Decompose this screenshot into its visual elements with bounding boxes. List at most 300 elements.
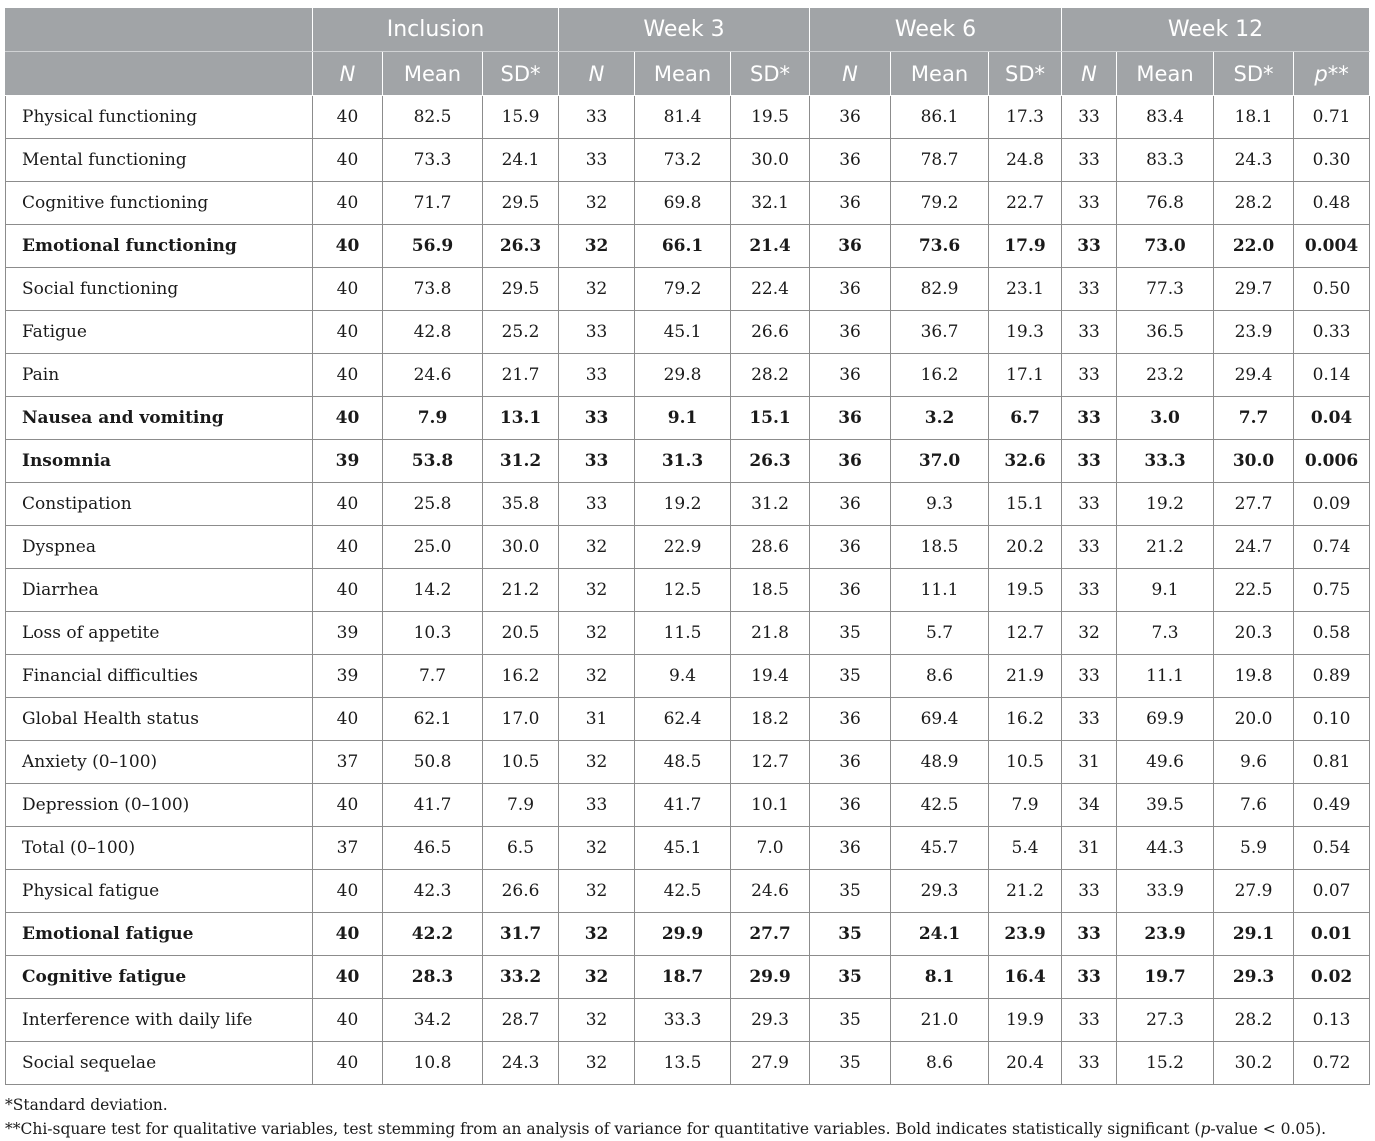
- table-cell: 48.5: [635, 741, 731, 784]
- table-cell: 24.7: [1214, 526, 1294, 569]
- table-cell: 0.30: [1294, 139, 1370, 182]
- table-cell: 19.7: [1117, 956, 1214, 999]
- table-cell: 33: [559, 483, 635, 526]
- table-cell: 48.9: [891, 741, 989, 784]
- table-cell: 0.54: [1294, 827, 1370, 870]
- table-cell: 79.2: [891, 182, 989, 225]
- table-cell: 33: [1062, 913, 1117, 956]
- table-cell: 21.0: [891, 999, 989, 1042]
- table-cell: 0.09: [1294, 483, 1370, 526]
- table-cell: 32: [559, 1042, 635, 1085]
- table-cell: 50.8: [383, 741, 483, 784]
- table-cell: 33: [559, 96, 635, 139]
- table-cell: 27.7: [731, 913, 810, 956]
- table-cell: 28.2: [1214, 182, 1294, 225]
- table-cell: 79.2: [635, 268, 731, 311]
- col-header-mean: Mean: [891, 52, 989, 96]
- table-cell: 36: [810, 827, 891, 870]
- table-cell: 5.4: [989, 827, 1062, 870]
- table-cell: 24.3: [1214, 139, 1294, 182]
- table-cell: 0.72: [1294, 1042, 1370, 1085]
- table-cell: 29.9: [731, 956, 810, 999]
- table-cell: 16.2: [891, 354, 989, 397]
- table-cell: 36: [810, 526, 891, 569]
- table-cell: 33: [559, 397, 635, 440]
- table-cell: 36: [810, 354, 891, 397]
- table-row: [6, 311, 1370, 354]
- table-cell: 9.3: [891, 483, 989, 526]
- row-label: Global Health status: [6, 698, 313, 741]
- group-header-week-6: Week 6: [810, 8, 1062, 52]
- table-cell: 32: [559, 569, 635, 612]
- table-cell: 7.9: [483, 784, 559, 827]
- col-header-mean: Mean: [1117, 52, 1214, 96]
- table-cell: 66.1: [635, 225, 731, 268]
- table-cell: 35.8: [483, 483, 559, 526]
- table-cell: 31: [559, 698, 635, 741]
- table-cell: 32: [559, 268, 635, 311]
- table-cell: 19.5: [731, 96, 810, 139]
- col-header-n: N: [313, 52, 383, 96]
- table-cell: 0.74: [1294, 526, 1370, 569]
- table-cell: 12.7: [731, 741, 810, 784]
- table-cell: 33: [559, 311, 635, 354]
- table-cell: 33: [1062, 225, 1117, 268]
- table-cell: 30.0: [483, 526, 559, 569]
- table-cell: 40: [313, 526, 383, 569]
- table-cell: 40: [313, 784, 383, 827]
- table-cell: 0.75: [1294, 569, 1370, 612]
- table-cell: 5.9: [1214, 827, 1294, 870]
- table-cell: 33: [1062, 397, 1117, 440]
- table-cell: 0.006: [1294, 440, 1370, 483]
- table-cell: 33: [559, 354, 635, 397]
- table-cell: 19.2: [635, 483, 731, 526]
- table-cell: 39: [313, 655, 383, 698]
- table-cell: 36.7: [891, 311, 989, 354]
- row-label: Insomnia: [6, 440, 313, 483]
- table-cell: 35: [810, 1042, 891, 1085]
- table-cell: 40: [313, 999, 383, 1042]
- table-cell: 24.8: [989, 139, 1062, 182]
- table-cell: 32: [559, 741, 635, 784]
- table-cell: 53.8: [383, 440, 483, 483]
- table-cell: 31.2: [483, 440, 559, 483]
- table-cell: 32: [559, 956, 635, 999]
- table-cell: 36: [810, 698, 891, 741]
- table-cell: 0.71: [1294, 96, 1370, 139]
- table-cell: 10.5: [483, 741, 559, 784]
- table-cell: 33.9: [1117, 870, 1214, 913]
- table-cell: 33: [1062, 311, 1117, 354]
- table-cell: 13.1: [483, 397, 559, 440]
- table-cell: 30.0: [731, 139, 810, 182]
- table-cell: 25.0: [383, 526, 483, 569]
- row-label: Total (0–100): [6, 827, 313, 870]
- table-cell: 73.3: [383, 139, 483, 182]
- table-cell: 15.1: [731, 397, 810, 440]
- table-cell: 24.1: [891, 913, 989, 956]
- table-cell: 36: [810, 440, 891, 483]
- table-cell: 32: [559, 526, 635, 569]
- table-cell: 18.2: [731, 698, 810, 741]
- table-cell: 45.1: [635, 311, 731, 354]
- table-cell: 73.6: [891, 225, 989, 268]
- table-cell: 35: [810, 913, 891, 956]
- table-cell: 26.3: [731, 440, 810, 483]
- table-cell: 12.5: [635, 569, 731, 612]
- table-cell: 7.9: [383, 397, 483, 440]
- table-cell: 28.7: [483, 999, 559, 1042]
- results-table: [5, 7, 1370, 1085]
- table-cell: 32: [559, 913, 635, 956]
- table-cell: 0.49: [1294, 784, 1370, 827]
- table-row: [6, 225, 1370, 268]
- row-label: Dyspnea: [6, 526, 313, 569]
- table-row: [6, 483, 1370, 526]
- table-cell: 0.33: [1294, 311, 1370, 354]
- table-cell: 33: [559, 784, 635, 827]
- table-cell: 3.0: [1117, 397, 1214, 440]
- table-cell: 35: [810, 956, 891, 999]
- table-cell: 36: [810, 311, 891, 354]
- row-label: Mental functioning: [6, 139, 313, 182]
- table-row: [6, 741, 1370, 784]
- table-cell: 39.5: [1117, 784, 1214, 827]
- col-header-mean: Mean: [383, 52, 483, 96]
- table-cell: 29.3: [1214, 956, 1294, 999]
- table-cell: 19.4: [731, 655, 810, 698]
- table-cell: 29.8: [635, 354, 731, 397]
- table-cell: 27.3: [1117, 999, 1214, 1042]
- table-cell: 82.5: [383, 96, 483, 139]
- col-header-sd: SD*: [989, 52, 1062, 96]
- table-row: [6, 784, 1370, 827]
- table-cell: 32: [559, 827, 635, 870]
- table-cell: 33: [1062, 139, 1117, 182]
- table-cell: 29.7: [1214, 268, 1294, 311]
- table-cell: 8.6: [891, 655, 989, 698]
- table-cell: 17.0: [483, 698, 559, 741]
- table-cell: 27.9: [731, 1042, 810, 1085]
- table-cell: 15.1: [989, 483, 1062, 526]
- table-cell: 23.1: [989, 268, 1062, 311]
- row-label: Constipation: [6, 483, 313, 526]
- table-cell: 9.1: [1117, 569, 1214, 612]
- table-row: [6, 698, 1370, 741]
- col-header-p-value: p**: [1294, 52, 1370, 96]
- col-header-mean: Mean: [635, 52, 731, 96]
- table-cell: 33: [1062, 655, 1117, 698]
- table-cell: 26.3: [483, 225, 559, 268]
- table-cell: 37: [313, 827, 383, 870]
- table-cell: 3.2: [891, 397, 989, 440]
- table-cell: 6.7: [989, 397, 1062, 440]
- table-cell: 28.2: [1214, 999, 1294, 1042]
- table-cell: 31: [1062, 741, 1117, 784]
- table-cell: 73.2: [635, 139, 731, 182]
- table-cell: 33: [1062, 96, 1117, 139]
- table-cell: 26.6: [731, 311, 810, 354]
- table-cell: 19.3: [989, 311, 1062, 354]
- row-label: Cognitive functioning: [6, 182, 313, 225]
- table-cell: 37: [313, 741, 383, 784]
- table-cell: 29.4: [1214, 354, 1294, 397]
- table-cell: 40: [313, 225, 383, 268]
- table-cell: 31.7: [483, 913, 559, 956]
- table-row: [6, 397, 1370, 440]
- table-cell: 33: [1062, 526, 1117, 569]
- table-cell: 10.8: [383, 1042, 483, 1085]
- table-cell: 36: [810, 139, 891, 182]
- col-header-sd: SD*: [483, 52, 559, 96]
- table-cell: 83.3: [1117, 139, 1214, 182]
- table-cell: 49.6: [1117, 741, 1214, 784]
- table-row: [6, 1042, 1370, 1085]
- table-row: [6, 870, 1370, 913]
- table-cell: 17.9: [989, 225, 1062, 268]
- table-cell: 69.8: [635, 182, 731, 225]
- table-cell: 42.5: [891, 784, 989, 827]
- table-cell: 7.7: [1214, 397, 1294, 440]
- table-cell: 11.1: [1117, 655, 1214, 698]
- table-cell: 32.1: [731, 182, 810, 225]
- footnote-test-italic: p: [1200, 1120, 1211, 1138]
- table-cell: 33: [1062, 999, 1117, 1042]
- table-cell: 0.01: [1294, 913, 1370, 956]
- table-cell: 33: [1062, 956, 1117, 999]
- table-cell: 15.9: [483, 96, 559, 139]
- table-row: [6, 612, 1370, 655]
- col-header-sd: SD*: [731, 52, 810, 96]
- table-cell: 42.2: [383, 913, 483, 956]
- table-cell: 35: [810, 870, 891, 913]
- table-cell: 36: [810, 784, 891, 827]
- table-cell: 22.7: [989, 182, 1062, 225]
- group-header-week-12: Week 12: [1062, 8, 1370, 52]
- row-label: Loss of appetite: [6, 612, 313, 655]
- row-label: Social sequelae: [6, 1042, 313, 1085]
- table-cell: 29.3: [891, 870, 989, 913]
- table-cell: 33: [1062, 440, 1117, 483]
- table-cell: 24.6: [383, 354, 483, 397]
- table-cell: 16.2: [483, 655, 559, 698]
- table-cell: 36: [810, 569, 891, 612]
- table-cell: 32: [559, 182, 635, 225]
- table-cell: 11.5: [635, 612, 731, 655]
- table-cell: 33.2: [483, 956, 559, 999]
- table-cell: 36: [810, 741, 891, 784]
- table-cell: 29.9: [635, 913, 731, 956]
- table-cell: 30.0: [1214, 440, 1294, 483]
- table-cell: 33: [1062, 268, 1117, 311]
- table-cell: 18.1: [1214, 96, 1294, 139]
- table-cell: 56.9: [383, 225, 483, 268]
- table-cell: 31: [1062, 827, 1117, 870]
- row-label: Interference with daily life: [6, 999, 313, 1042]
- table-cell: 36: [810, 225, 891, 268]
- table-cell: 36: [810, 268, 891, 311]
- table-cell: 40: [313, 397, 383, 440]
- table-row: [6, 999, 1370, 1042]
- table-cell: 24.6: [731, 870, 810, 913]
- table-cell: 24.1: [483, 139, 559, 182]
- row-label: Cognitive fatigue: [6, 956, 313, 999]
- table-cell: 29.1: [1214, 913, 1294, 956]
- row-label: Emotional functioning: [6, 225, 313, 268]
- table-cell: 10.3: [383, 612, 483, 655]
- footnotes: [5, 1093, 1326, 1141]
- table-cell: 0.07: [1294, 870, 1370, 913]
- table-cell: 33: [559, 139, 635, 182]
- table-cell: 42.3: [383, 870, 483, 913]
- table-cell: 22.5: [1214, 569, 1294, 612]
- table-cell: 34.2: [383, 999, 483, 1042]
- table-cell: 45.1: [635, 827, 731, 870]
- table-cell: 0.004: [1294, 225, 1370, 268]
- table-cell: 33.3: [1117, 440, 1214, 483]
- table-cell: 16.4: [989, 956, 1062, 999]
- table-cell: 40: [313, 913, 383, 956]
- table-cell: 40: [313, 483, 383, 526]
- row-label: Emotional fatigue: [6, 913, 313, 956]
- table-cell: 34: [1062, 784, 1117, 827]
- table-cell: 33: [1062, 698, 1117, 741]
- table-cell: 0.81: [1294, 741, 1370, 784]
- table-cell: 20.0: [1214, 698, 1294, 741]
- table-cell: 9.4: [635, 655, 731, 698]
- table-cell: 40: [313, 268, 383, 311]
- table-cell: 33: [1062, 483, 1117, 526]
- table-cell: 33: [1062, 870, 1117, 913]
- table-cell: 33: [559, 440, 635, 483]
- table-cell: 23.9: [989, 913, 1062, 956]
- table-cell: 23.9: [1117, 913, 1214, 956]
- table-cell: 36: [810, 96, 891, 139]
- table-cell: 27.7: [1214, 483, 1294, 526]
- table-cell: 42.5: [635, 870, 731, 913]
- table-cell: 8.6: [891, 1042, 989, 1085]
- table-row: [6, 526, 1370, 569]
- table-cell: 21.7: [483, 354, 559, 397]
- table-cell: 29.3: [731, 999, 810, 1042]
- table-cell: 76.8: [1117, 182, 1214, 225]
- row-label: Nausea and vomiting: [6, 397, 313, 440]
- table-cell: 25.8: [383, 483, 483, 526]
- table-cell: 21.2: [483, 569, 559, 612]
- table-cell: 29.5: [483, 182, 559, 225]
- table-cell: 0.50: [1294, 268, 1370, 311]
- group-header-inclusion: Inclusion: [313, 8, 559, 52]
- table-cell: 21.9: [989, 655, 1062, 698]
- table-cell: 31.3: [635, 440, 731, 483]
- table-cell: 0.13: [1294, 999, 1370, 1042]
- footnote-sd: *Standard deviation.: [5, 1096, 168, 1114]
- table-cell: 27.9: [1214, 870, 1294, 913]
- table-cell: 40: [313, 96, 383, 139]
- table-cell: 0.14: [1294, 354, 1370, 397]
- table-cell: 19.8: [1214, 655, 1294, 698]
- table-cell: 35: [810, 655, 891, 698]
- table-cell: 20.5: [483, 612, 559, 655]
- table-cell: 0.02: [1294, 956, 1370, 999]
- table-cell: 77.3: [1117, 268, 1214, 311]
- table-cell: 86.1: [891, 96, 989, 139]
- row-label: Pain: [6, 354, 313, 397]
- table-cell: 36: [810, 397, 891, 440]
- table-cell: 9.6: [1214, 741, 1294, 784]
- table-cell: 0.58: [1294, 612, 1370, 655]
- table-cell: 39: [313, 612, 383, 655]
- col-header-n: N: [810, 52, 891, 96]
- table-cell: 22.0: [1214, 225, 1294, 268]
- table-cell: 71.7: [383, 182, 483, 225]
- table-row: [6, 268, 1370, 311]
- table-cell: 11.1: [891, 569, 989, 612]
- table-cell: 33: [1062, 1042, 1117, 1085]
- table-cell: 19.9: [989, 999, 1062, 1042]
- results-table-container: [5, 7, 1369, 1085]
- table-cell: 10.5: [989, 741, 1062, 784]
- table-cell: 22.9: [635, 526, 731, 569]
- row-label: Depression (0–100): [6, 784, 313, 827]
- table-cell: 46.5: [383, 827, 483, 870]
- table-cell: 32: [559, 999, 635, 1042]
- table-cell: 20.3: [1214, 612, 1294, 655]
- table-cell: 31.2: [731, 483, 810, 526]
- table-cell: 35: [810, 999, 891, 1042]
- table-cell: 24.3: [483, 1042, 559, 1085]
- table-cell: 7.6: [1214, 784, 1294, 827]
- row-label: Financial difficulties: [6, 655, 313, 698]
- table-row: [6, 139, 1370, 182]
- table-cell: 40: [313, 870, 383, 913]
- table-cell: 73.8: [383, 268, 483, 311]
- table-cell: 18.5: [731, 569, 810, 612]
- table-cell: 81.4: [635, 96, 731, 139]
- table-cell: 32: [1062, 612, 1117, 655]
- table-cell: 42.8: [383, 311, 483, 354]
- table-cell: 33: [1062, 182, 1117, 225]
- table-cell: 19.2: [1117, 483, 1214, 526]
- table-cell: 5.7: [891, 612, 989, 655]
- corner-header-cell: [6, 8, 313, 52]
- table-cell: 15.2: [1117, 1042, 1214, 1085]
- table-cell: 0.04: [1294, 397, 1370, 440]
- table-cell: 35: [810, 612, 891, 655]
- table-cell: 21.2: [989, 870, 1062, 913]
- table-body: [6, 96, 1370, 1085]
- table-cell: 0.48: [1294, 182, 1370, 225]
- table-cell: 0.89: [1294, 655, 1370, 698]
- table-cell: 69.4: [891, 698, 989, 741]
- table-cell: 21.2: [1117, 526, 1214, 569]
- table-cell: 40: [313, 311, 383, 354]
- table-row: [6, 96, 1370, 139]
- table-cell: 8.1: [891, 956, 989, 999]
- table-row: [6, 827, 1370, 870]
- table-row: [6, 956, 1370, 999]
- table-cell: 62.4: [635, 698, 731, 741]
- table-cell: 40: [313, 956, 383, 999]
- table-cell: 62.1: [383, 698, 483, 741]
- table-row: [6, 354, 1370, 397]
- table-cell: 32: [559, 225, 635, 268]
- table-row: [6, 440, 1370, 483]
- table-cell: 40: [313, 569, 383, 612]
- table-cell: 18.7: [635, 956, 731, 999]
- table-cell: 28.3: [383, 956, 483, 999]
